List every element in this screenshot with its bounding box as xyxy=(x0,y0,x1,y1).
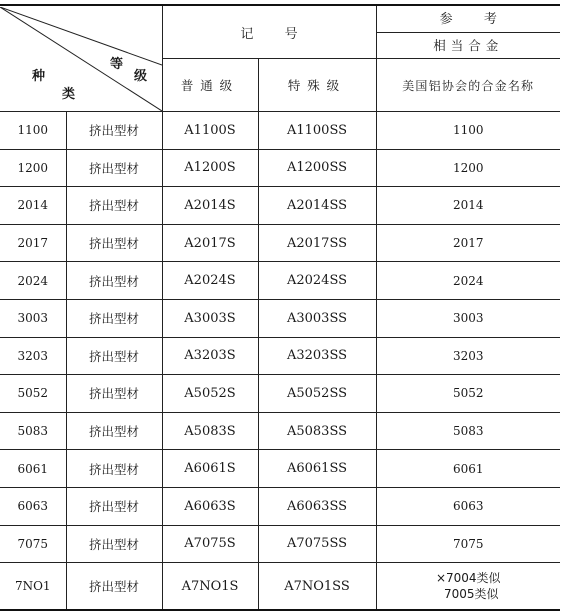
special-grade-mark: A2014SS xyxy=(258,187,376,225)
header-normal-grade-label: 普通级 xyxy=(180,78,240,93)
header-row-1 xyxy=(0,5,560,59)
alloy-code: 3003 xyxy=(0,299,66,337)
header-reference-label: 参考 xyxy=(439,12,529,27)
product-type: 挤出型材 xyxy=(66,450,162,488)
diagonal-lines xyxy=(0,7,162,111)
special-grade-mark: A1100SS xyxy=(258,112,376,150)
header-normal-grade xyxy=(162,59,258,112)
aa-alloy-name: 6063 xyxy=(376,487,560,525)
aa-alloy-name: 3003 xyxy=(376,299,560,337)
normal-grade-mark: A3203S xyxy=(162,337,258,375)
product-type: 挤出型材 xyxy=(66,525,162,563)
aa-alloy-name: 2017 xyxy=(376,224,560,262)
alloy-code: 7075 xyxy=(0,525,66,563)
header-kind-char-1: 种 xyxy=(32,68,46,84)
table-row xyxy=(0,487,560,525)
alloy-designation-table xyxy=(0,4,560,611)
product-type: 挤出型材 xyxy=(66,563,162,611)
aa-note-line-1: ×7004类似 xyxy=(435,571,501,586)
header-special-grade-label: 特殊级 xyxy=(287,78,347,93)
product-type: 挤出型材 xyxy=(66,224,162,262)
table-row-last xyxy=(0,563,560,611)
header-reference xyxy=(376,5,560,59)
header-aa-name-label: 美国铝协会的合金名称 xyxy=(402,78,535,93)
normal-grade-mark: A6061S xyxy=(162,450,258,488)
normal-grade-mark: A6063S xyxy=(162,487,258,525)
table-row xyxy=(0,412,560,450)
alloy-code: 2017 xyxy=(0,224,66,262)
table-row xyxy=(0,299,560,337)
special-grade-mark: A6063SS xyxy=(258,487,376,525)
product-type: 挤出型材 xyxy=(66,262,162,300)
alloy-code: 1100 xyxy=(0,112,66,150)
table-row xyxy=(0,262,560,300)
special-grade-mark: A3203SS xyxy=(258,337,376,375)
aa-note-line-2: 7005类似 xyxy=(443,587,499,602)
aa-alloy-name: 5083 xyxy=(376,412,560,450)
normal-grade-mark: A1100S xyxy=(162,112,258,150)
product-type: 挤出型材 xyxy=(66,299,162,337)
alloy-code: 1200 xyxy=(0,149,66,187)
header-mark xyxy=(162,5,376,59)
header-grade-char-1: 等 xyxy=(110,56,124,72)
special-grade-mark: A2024SS xyxy=(258,262,376,300)
normal-grade-mark: A5052S xyxy=(162,375,258,413)
alloy-code: 2014 xyxy=(0,187,66,225)
product-type: 挤出型材 xyxy=(66,412,162,450)
special-grade-mark: A7NO1SS xyxy=(258,563,376,611)
alloy-code: 5083 xyxy=(0,412,66,450)
normal-grade-mark: A2017S xyxy=(162,224,258,262)
normal-grade-mark: A1200S xyxy=(162,149,258,187)
normal-grade-mark: A2024S xyxy=(162,262,258,300)
special-grade-mark: A2017SS xyxy=(258,224,376,262)
special-grade-mark: A7075SS xyxy=(258,525,376,563)
normal-grade-mark: A2014S xyxy=(162,187,258,225)
product-type: 挤出型材 xyxy=(66,337,162,375)
alloy-code: 6061 xyxy=(0,450,66,488)
header-kind-char-2: 类 xyxy=(62,86,76,102)
product-type: 挤出型材 xyxy=(66,149,162,187)
special-grade-mark: A1200SS xyxy=(258,149,376,187)
aa-alloy-name-note xyxy=(376,563,560,611)
aa-alloy-name: 2014 xyxy=(376,187,560,225)
aa-alloy-name: 3203 xyxy=(376,337,560,375)
header-special-grade xyxy=(258,59,376,112)
special-grade-mark: A5083SS xyxy=(258,412,376,450)
diagonal-header-cell xyxy=(0,5,162,112)
table-row xyxy=(0,224,560,262)
aa-alloy-name: 7075 xyxy=(376,525,560,563)
alloy-code: 6063 xyxy=(0,487,66,525)
special-grade-mark: A6061SS xyxy=(258,450,376,488)
aa-alloy-name: 1100 xyxy=(376,112,560,150)
table-row xyxy=(0,112,560,150)
header-equivalent-alloy: 相当合金 xyxy=(433,38,504,53)
product-type: 挤出型材 xyxy=(66,375,162,413)
table-row xyxy=(0,450,560,488)
table-row xyxy=(0,375,560,413)
normal-grade-mark: A7NO1S xyxy=(162,563,258,611)
normal-grade-mark: A5083S xyxy=(162,412,258,450)
product-type: 挤出型材 xyxy=(66,187,162,225)
aa-alloy-name: 2024 xyxy=(376,262,560,300)
header-mark-label: 记号 xyxy=(240,26,329,42)
aa-alloy-name: 6061 xyxy=(376,450,560,488)
alloy-code: 3203 xyxy=(0,337,66,375)
table-row xyxy=(0,525,560,563)
table-row xyxy=(0,187,560,225)
product-type: 挤出型材 xyxy=(66,112,162,150)
header-aa-name xyxy=(376,59,560,112)
alloy-code: 2024 xyxy=(0,262,66,300)
normal-grade-mark: A7075S xyxy=(162,525,258,563)
table-row xyxy=(0,149,560,187)
aa-alloy-name: 5052 xyxy=(376,375,560,413)
product-type: 挤出型材 xyxy=(66,487,162,525)
special-grade-mark: A5052SS xyxy=(258,375,376,413)
aa-alloy-name: 1200 xyxy=(376,149,560,187)
alloy-code: 7NO1 xyxy=(0,563,66,611)
normal-grade-mark: A3003S xyxy=(162,299,258,337)
alloy-code: 5052 xyxy=(0,375,66,413)
table-row xyxy=(0,337,560,375)
special-grade-mark: A3003SS xyxy=(258,299,376,337)
header-grade-char-2: 级 xyxy=(134,68,148,84)
